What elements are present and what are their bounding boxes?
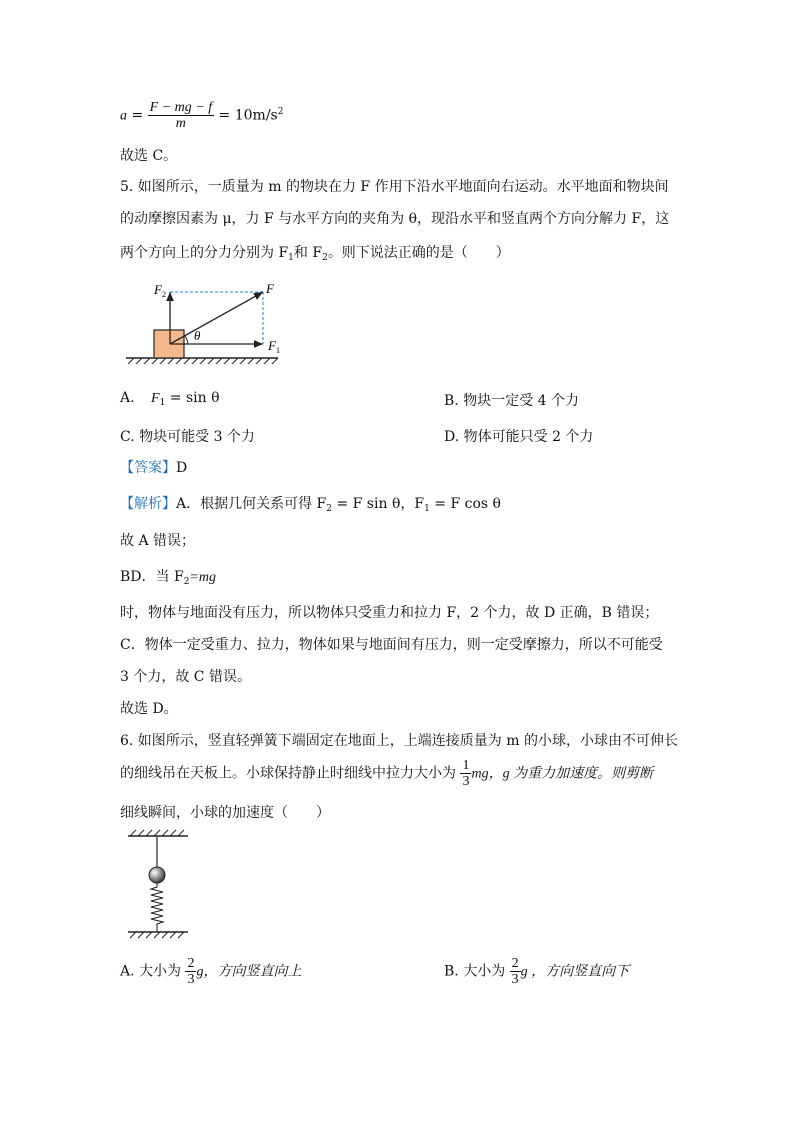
q5-analysis-line5: C．物体一定受重力、拉力，物体如果与地面间有压力，则一定受摩擦力，所以不可能受 [120,637,663,653]
q5-analysis-line6: 3 个力，故 C 错误。 [120,669,251,685]
label-F2-sub: 2 [162,290,166,299]
q5-option-a-rest: = sin θ [165,390,220,406]
q5-stem-line3 [120,242,510,263]
ceiling-hatch [130,830,184,836]
prev-conclusion: 故选 C。 [120,148,178,164]
label-F2: F [154,282,162,297]
q6-line2-fraction [460,758,471,789]
answer-value: D [176,460,188,476]
q5-option-d[interactable]: D. 物体可能只受 2 个力 [444,429,594,445]
q6-option-b-fraction [510,956,521,987]
q6-option-b-text: B. 大小为 [444,963,506,980]
q5-analysis-line4: 时，物体与地面没有压力，所以物体只受重力和拉力 F，2 个力，故 D 正确，B 错误； [120,605,659,621]
q6-frac-den: 3 [462,774,470,789]
analysis3-sub: 2 [183,577,190,587]
formula-eq: = [131,107,144,124]
acceleration-formula [120,100,283,131]
floor-hatch [130,932,184,938]
q5-line3-part-e: 。则下说法正确的是（ ） [327,245,510,261]
q5-line3-part-a: 两个方向上的分力分别为 F [120,245,289,261]
analysis-tag: 【解析】 [120,496,176,512]
formula-numerator: F − mg − f [149,100,213,115]
spring [151,883,163,932]
q5-analysis-line1 [120,493,501,514]
q6-option-a[interactable] [120,956,301,987]
q5-line3-sub2: 2 [322,253,328,263]
formula-result-sup: 2 [277,106,284,117]
q6-option-b-num: 2 [511,956,519,971]
q6-line2-a: 的细线吊在天板上。小球保持静止时细线中拉力大小为 [120,765,456,782]
q6-stem-line1: 6. 如图所示，竖直轻弹簧下端固定在地面上，上端连接质量为 m 的小球，小球由不可伸长 [120,733,678,749]
label-F1: F [268,338,276,353]
formula-result: = 10m/s [218,107,278,124]
analysis1-a: A．根据几何关系可得 F [176,496,327,512]
q6-option-b-den: 3 [511,972,519,987]
formula-fraction [148,100,214,131]
q6-option-b-rest: g ，方向竖直向下 [520,964,630,980]
q5-analysis-line2: 故 A 错误； [120,533,196,549]
label-theta: θ [194,328,201,343]
analysis1-e: = F cos θ [429,496,501,512]
q5-line3-sub1: 1 [288,253,294,263]
q5-analysis-line3 [120,566,216,587]
answer-tag: 【答案】 [120,460,176,476]
ball [149,867,165,883]
q5-stem-line1: 5. 如图所示，一质量为 m 的物块在力 F 作用下沿水平地面向右运动。水平地面和物块间 [120,179,669,195]
q6-line2-b: mg，g 为重力加速度。则剪断 [471,766,654,782]
q6-spring-diagram [124,828,194,943]
analysis3-c: =mg [189,570,216,585]
q6-stem-line2 [120,758,653,789]
q5-conclusion: 故选 D。 [120,701,178,717]
q5-option-a-label: A. [120,390,135,406]
analysis1-sub2: 2 [326,504,333,514]
theta-arc [185,336,188,344]
q5-stem-line2: 的动摩擦因素为 μ，力 F 与水平方向的夹角为 θ，现沿水平和竖直两个方向分解力 F，这 [120,211,670,227]
ground-hatch [128,358,278,364]
f-vector [170,292,263,344]
analysis1-sub1: 1 [424,504,430,514]
formula-denominator: m [175,116,186,131]
formula-lhs: a [120,108,127,124]
analysis3-a: BD．当 F [120,569,184,585]
q6-option-a-rest: g，方向竖直向上 [196,964,302,980]
q5-option-b[interactable]: B. 物块一定受 4 个力 [444,393,579,409]
q6-frac-num: 1 [462,758,470,773]
q5-option-a[interactable] [120,390,220,408]
q5-force-diagram [118,280,288,370]
q6-option-a-text: A. 大小为 [120,963,182,980]
q5-option-a-sub: 1 [159,398,166,408]
label-F1-sub: 1 [276,346,280,355]
label-F: F [266,281,274,296]
q5-line3-part-c: 和 F [293,245,323,261]
q6-option-a-den: 3 [187,972,195,987]
q6-option-b[interactable] [444,956,629,987]
q6-option-a-fraction [185,956,196,987]
q5-answer [120,457,187,477]
q6-option-a-num: 2 [187,956,195,971]
analysis1-c: = F sin θ，F [332,496,425,512]
q5-option-a-var: F [151,391,160,406]
q6-stem-line3: 细线瞬间，小球的加速度（ ） [120,805,330,821]
q5-option-c[interactable]: C. 物块可能受 3 个力 [120,429,255,445]
